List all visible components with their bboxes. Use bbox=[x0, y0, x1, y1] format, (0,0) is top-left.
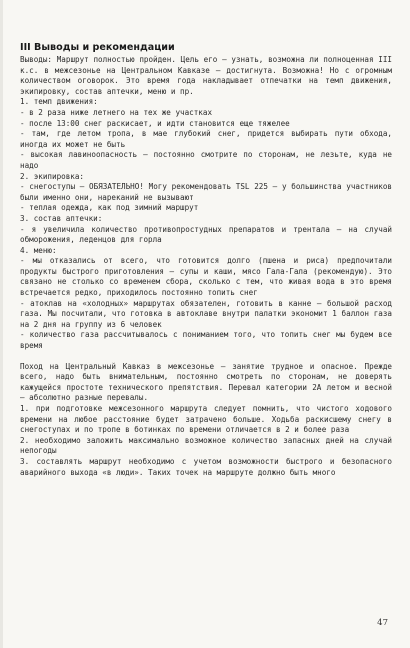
list-item: - снегоступы – ОБЯЗАТЕЛЬНО! Могу рекомендовать TSL 225 – у большинства участников были именно они, нареканий не вызывают bbox=[20, 182, 392, 202]
list-header: 1. темп движения: bbox=[20, 97, 98, 107]
list-item: - высокая лавиноопасность – постоянно смотрите по сторонам, не лезьте, куда не надо bbox=[20, 150, 392, 170]
list-item: - после 13:00 снег раскисает, и идти становится еще тяжелее bbox=[20, 118, 290, 128]
paragraph-gap bbox=[20, 352, 392, 362]
list-header: 3. состав аптечки: bbox=[20, 213, 103, 223]
page-number: 47 bbox=[377, 618, 388, 628]
page-content bbox=[20, 42, 392, 478]
list-item: - там, где летом тропа, в мае глубокий снег, придется выбирать пути обхода, иногда их может не быть bbox=[20, 129, 392, 149]
list-item: - я увеличила количество противопростудных препаратов и трентала – на случай обморожения, леденцов для горла bbox=[20, 224, 392, 245]
paragraph: Выводы: Маршрут полностью пройден. Цель его – узнать, возможна ли полноценная III к.с. в межсезонье на Центральном Кавказе – достигнута. Возможна! Но с огромным количеством оговорок. Это время года накладывает отпечатки на темп движения, экипировку, состав аптечки, меню и пр. bbox=[20, 55, 392, 96]
list-item: - атоклав на «холодных» маршрутах обязателен, готовить в канне – большой расход газа. Мы посчитали, что готовка в автоклаве внутри палатки экономит 1 баллон газа на 2 дня на группу из 6 человек bbox=[20, 298, 392, 329]
list-header: 2. экипировка: bbox=[20, 171, 85, 181]
list-item: 3. составлять маршрут необходимо с учетом возможности быстрого и безопасного аварийного выхода «в люди». Таких точек на маршруте должно быть много bbox=[20, 456, 392, 477]
list-item: 2. необходимо заложить максимально возможное количество запасных дней на случай непогоды bbox=[20, 435, 392, 456]
list-item: - теплая одежда, как под зимний маршрут bbox=[20, 203, 199, 213]
section-heading: III Выводы и рекомендации bbox=[20, 42, 175, 53]
page-edge bbox=[0, 0, 3, 648]
list-item: - количество газа рассчитывалось с пониманием того, что топить снег мы будем все время bbox=[20, 330, 392, 351]
list-item: - мы отказались от всего, что готовится долго (пшена и риса) предпочитали продукты быстрого приготовления – супы и каши, мясо Гала-Гала (рекомендую). Это связано не столько со временем сбора, сколько с тем, что живая вода в это время встречается редко, приходилось постоянно топить снег bbox=[20, 256, 392, 298]
paragraph: Поход на Центральный Кавказ в межсезонье – занятие трудное и опасное. Прежде всего, надо быть внимательным, постоянно смотреть по сторонам, не доверять кажущейся простоте технического препятствия. Перевал категории 2А летом и весной – абсолютно разные перевалы. bbox=[20, 361, 392, 403]
list-item: - в 2 раза ниже летнего на тех же участках bbox=[20, 107, 213, 117]
list-header: 4. меню: bbox=[20, 245, 57, 255]
list-item: 1. при подготовке межсезонного маршрута следует помнить, что чистого ходового времени на любое расстояние будет затрачено больше. Ходьба раскисшему снегу в снегоступах и по тропе в ботинках по времени отличается в 2 и более раза bbox=[20, 404, 392, 435]
